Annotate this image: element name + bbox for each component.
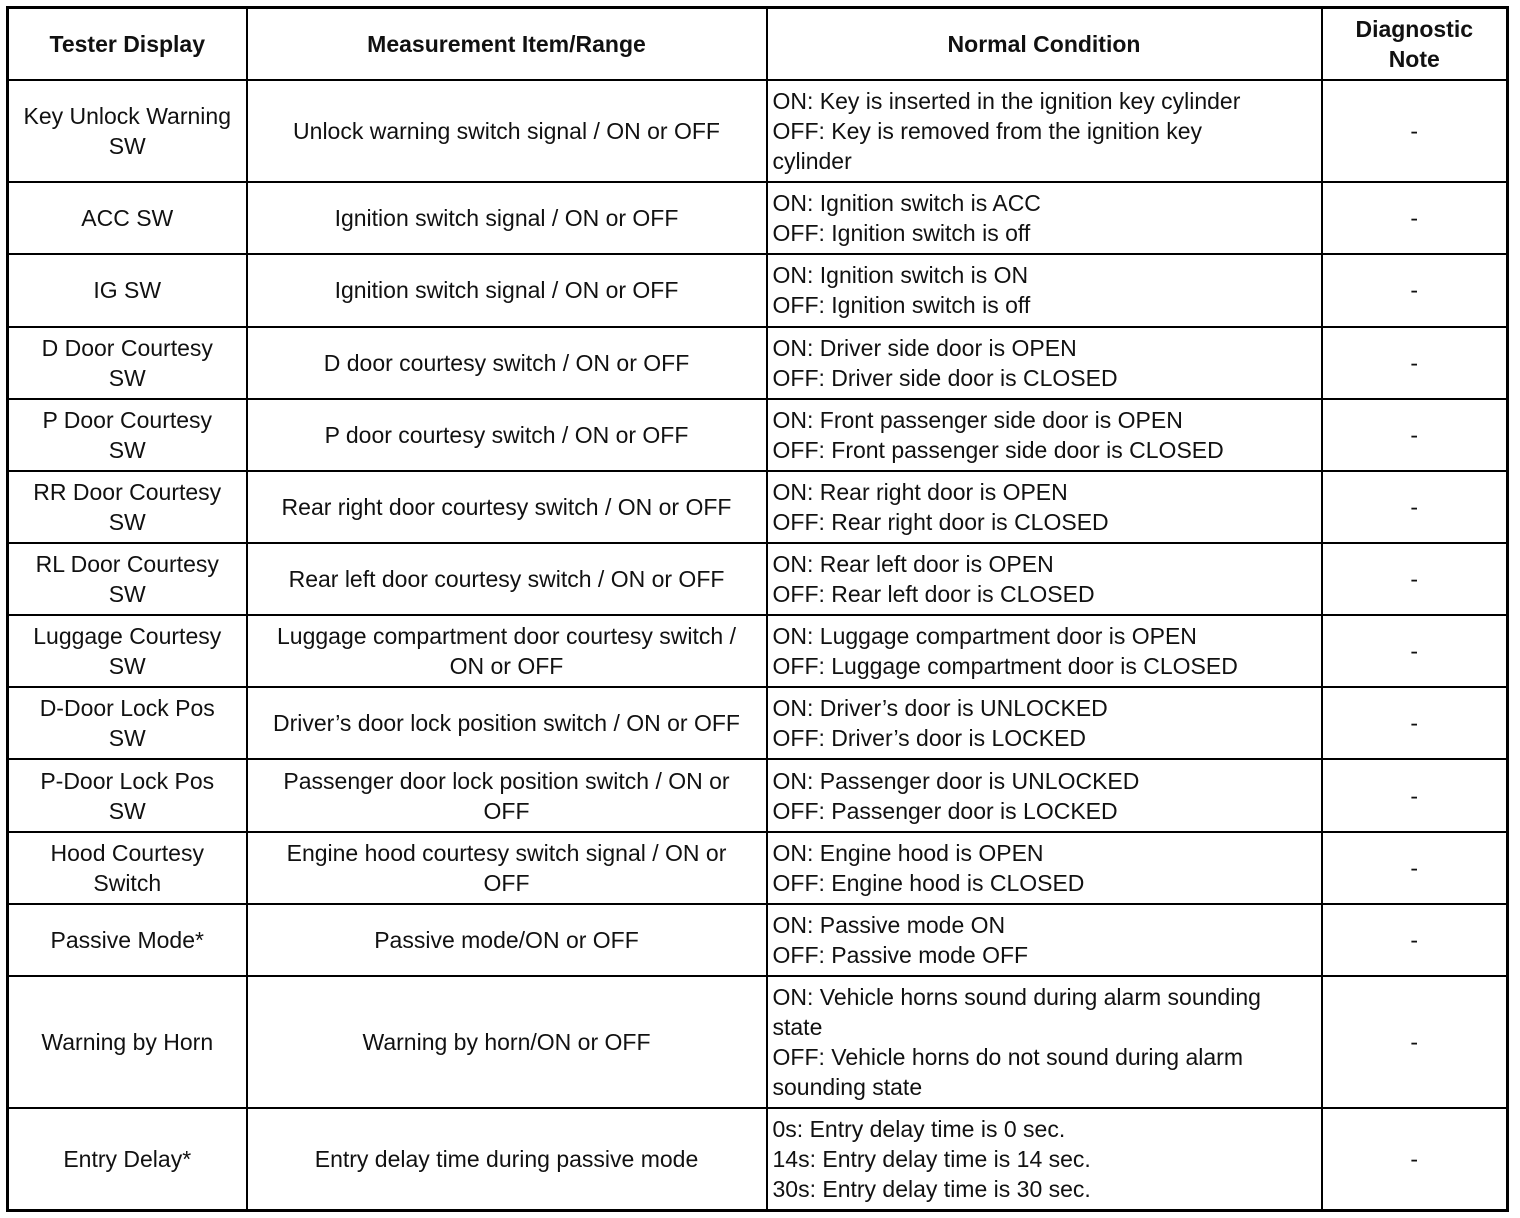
measurement-cell	[247, 254, 767, 326]
normal-condition-cell-line: ON: Ignition switch is ON	[772, 262, 1029, 289]
normal-condition-cell-line: ON: Passive mode ON	[772, 911, 1006, 938]
diagnostic-note-cell: -	[1322, 80, 1508, 182]
tester-display-cell-line: RL Door Courtesy	[35, 551, 219, 578]
tester-display-cell-line: SW	[108, 436, 146, 463]
normal-condition-cell	[767, 254, 1322, 326]
normal-condition-cell-line: OFF: Passive mode OFF	[772, 941, 1029, 968]
tester-display-cell-line: D-Door Lock Pos	[39, 695, 215, 722]
table-row	[8, 904, 1508, 976]
tester-display-cell-line: SW	[108, 364, 146, 391]
measurement-cell-line: Engine hood courtesy switch signal / ON or	[286, 839, 727, 866]
diagnostic-note-cell: -	[1322, 832, 1508, 904]
tester-display-cell	[8, 687, 247, 759]
normal-condition-cell-line: OFF: Engine hood is CLOSED	[772, 869, 1085, 896]
diagnostic-note-cell: -	[1322, 687, 1508, 759]
measurement-cell-line: Luggage compartment door courtesy switch /	[277, 623, 736, 650]
normal-condition-cell-line: ON: Key is inserted in the ignition key cylinder	[772, 88, 1241, 115]
normal-condition-cell-line: OFF: Front passenger side door is CLOSED	[772, 436, 1224, 463]
header-diagnostic-note	[1322, 8, 1508, 81]
measurement-cell	[247, 182, 767, 254]
normal-condition-cell-line: ON: Vehicle horns sound during alarm sounding	[772, 984, 1261, 1011]
normal-condition-cell-line: OFF: Ignition switch is off	[772, 292, 1031, 319]
measurement-cell-line: Passive mode/ON or OFF	[374, 926, 639, 953]
diagnostic-note-cell: -	[1322, 615, 1508, 687]
normal-condition-cell	[767, 327, 1322, 399]
measurement-cell-line: Entry delay time during passive mode	[314, 1146, 699, 1173]
tester-display-cell-line: Hood Courtesy	[50, 839, 204, 866]
diagnostic-note-cell: -	[1322, 543, 1508, 615]
tester-display-cell-line: Passive Mode*	[50, 926, 204, 953]
normal-condition-cell	[767, 687, 1322, 759]
diagnostic-note-cell: -	[1322, 976, 1508, 1108]
table-body	[8, 80, 1508, 1211]
tester-display-cell-line: Switch	[93, 869, 162, 896]
header-measurement-item: Measurement Item/Range	[247, 8, 767, 81]
table-row	[8, 80, 1508, 182]
diagnostic-note-cell: -	[1322, 904, 1508, 976]
normal-condition-cell-line: ON: Engine hood is OPEN	[772, 839, 1044, 866]
measurement-cell	[247, 327, 767, 399]
measurement-cell	[247, 399, 767, 471]
normal-condition-cell	[767, 976, 1322, 1108]
tester-display-cell-line: SW	[108, 581, 146, 608]
tester-display-cell-line: Warning by Horn	[41, 1029, 214, 1056]
normal-condition-cell	[767, 1108, 1322, 1210]
normal-condition-cell	[767, 904, 1322, 976]
header-row	[8, 8, 1508, 81]
normal-condition-cell-line: 30s: Entry delay time is 30 sec.	[772, 1176, 1091, 1203]
tester-display-cell	[8, 759, 247, 831]
normal-condition-cell-line: ON: Driver’s door is UNLOCKED	[772, 695, 1108, 722]
tester-display-cell-line: IG SW	[93, 277, 162, 304]
tester-display-cell	[8, 80, 247, 182]
measurement-cell	[247, 471, 767, 543]
measurement-cell-line: Ignition switch signal / ON or OFF	[334, 205, 679, 232]
normal-condition-cell-line: state	[772, 1014, 823, 1041]
tester-display-cell-line: SW	[108, 725, 146, 752]
normal-condition-cell-line: OFF: Ignition switch is off	[772, 220, 1031, 247]
data-list-table	[6, 6, 1509, 1212]
table-row	[8, 543, 1508, 615]
measurement-cell	[247, 976, 767, 1108]
normal-condition-cell-line: ON: Rear right door is OPEN	[772, 478, 1068, 505]
table-row	[8, 976, 1508, 1108]
tester-display-cell-line: SW	[108, 508, 146, 535]
tester-display-cell-line: RR Door Courtesy	[33, 478, 222, 505]
normal-condition-cell	[767, 543, 1322, 615]
measurement-cell-line: Unlock warning switch signal / ON or OFF	[293, 118, 720, 145]
table-row	[8, 399, 1508, 471]
measurement-cell	[247, 687, 767, 759]
normal-condition-cell	[767, 832, 1322, 904]
tester-display-cell	[8, 543, 247, 615]
normal-condition-cell	[767, 399, 1322, 471]
normal-condition-cell	[767, 80, 1322, 182]
normal-condition-cell-line: 14s: Entry delay time is 14 sec.	[772, 1146, 1091, 1173]
measurement-cell-line: Warning by horn/ON or OFF	[362, 1029, 651, 1056]
tester-display-cell-line: Entry Delay*	[63, 1146, 192, 1173]
diagnostic-note-cell: -	[1322, 1108, 1508, 1210]
diagnostic-note-cell: -	[1322, 182, 1508, 254]
measurement-cell	[247, 543, 767, 615]
diagnostic-note-cell: -	[1322, 327, 1508, 399]
normal-condition-cell-line: 0s: Entry delay time is 0 sec.	[772, 1116, 1066, 1143]
tester-display-cell	[8, 471, 247, 543]
tester-display-cell	[8, 254, 247, 326]
header-diagnostic-note-line: Note	[1388, 46, 1440, 72]
normal-condition-cell-line: ON: Passenger door is UNLOCKED	[772, 767, 1140, 794]
normal-condition-cell-line: OFF: Rear right door is CLOSED	[772, 508, 1109, 535]
measurement-cell-line: Driver’s door lock position switch / ON or OFF	[273, 710, 740, 737]
normal-condition-cell-line: OFF: Luggage compartment door is CLOSED	[772, 653, 1238, 680]
normal-condition-cell-line: ON: Front passenger side door is OPEN	[772, 406, 1183, 433]
table-row	[8, 254, 1508, 326]
normal-condition-cell	[767, 615, 1322, 687]
measurement-cell	[247, 832, 767, 904]
normal-condition-cell-line: OFF: Rear left door is CLOSED	[772, 581, 1095, 608]
table-row	[8, 1108, 1508, 1210]
normal-condition-cell-line: OFF: Driver side door is CLOSED	[772, 364, 1118, 391]
header-diagnostic-note-line: Diagnostic	[1355, 16, 1474, 42]
diagnostic-note-cell: -	[1322, 399, 1508, 471]
measurement-cell-line: Rear left door courtesy switch / ON or OFF	[288, 566, 725, 593]
measurement-cell-line: Ignition switch signal / ON or OFF	[334, 277, 679, 304]
measurement-cell-line: P door courtesy switch / ON or OFF	[324, 421, 689, 448]
normal-condition-cell-line: ON: Driver side door is OPEN	[772, 334, 1077, 361]
table-row	[8, 615, 1508, 687]
measurement-cell	[247, 904, 767, 976]
table-row	[8, 832, 1508, 904]
header-tester-display: Tester Display	[8, 8, 247, 81]
normal-condition-cell-line: OFF: Key is removed from the ignition key	[772, 118, 1202, 145]
measurement-cell-line: OFF	[483, 797, 530, 824]
tester-display-cell	[8, 1108, 247, 1210]
tester-display-cell	[8, 399, 247, 471]
measurement-cell	[247, 759, 767, 831]
data-list-table-container	[6, 6, 1506, 1212]
normal-condition-cell-line: ON: Ignition switch is ACC	[772, 190, 1041, 217]
tester-display-cell-line: ACC SW	[81, 205, 174, 232]
table-row	[8, 327, 1508, 399]
tester-display-cell-line: D Door Courtesy	[41, 334, 213, 361]
measurement-cell-line: Passenger door lock position switch / ON or	[283, 767, 730, 794]
table-row	[8, 182, 1508, 254]
normal-condition-cell-line: cylinder	[772, 148, 852, 175]
normal-condition-cell-line: OFF: Driver’s door is LOCKED	[772, 725, 1087, 752]
measurement-cell-line: D door courtesy switch / ON or OFF	[323, 349, 690, 376]
measurement-cell-line: OFF	[483, 869, 530, 896]
tester-display-cell-line: Luggage Courtesy	[33, 623, 222, 650]
tester-display-cell	[8, 182, 247, 254]
table-row	[8, 471, 1508, 543]
normal-condition-cell-line: OFF: Passenger door is LOCKED	[772, 797, 1118, 824]
tester-display-cell-line: SW	[108, 133, 146, 160]
normal-condition-cell-line: ON: Luggage compartment door is OPEN	[772, 623, 1197, 650]
measurement-cell	[247, 1108, 767, 1210]
header-normal-condition: Normal Condition	[767, 8, 1322, 81]
tester-display-cell	[8, 832, 247, 904]
diagnostic-note-cell: -	[1322, 759, 1508, 831]
tester-display-cell	[8, 615, 247, 687]
tester-display-cell-line: Key Unlock Warning	[23, 103, 231, 130]
table-row	[8, 687, 1508, 759]
normal-condition-cell	[767, 759, 1322, 831]
tester-display-cell-line: SW	[108, 653, 146, 680]
tester-display-cell	[8, 327, 247, 399]
tester-display-cell-line: P-Door Lock Pos	[40, 767, 215, 794]
measurement-cell	[247, 80, 767, 182]
measurement-cell-line: Rear right door courtesy switch / ON or OFF	[281, 493, 732, 520]
tester-display-cell	[8, 904, 247, 976]
normal-condition-cell-line: ON: Rear left door is OPEN	[772, 551, 1054, 578]
diagnostic-note-cell: -	[1322, 254, 1508, 326]
table-row	[8, 759, 1508, 831]
measurement-cell-line: ON or OFF	[449, 653, 564, 680]
normal-condition-cell-line: OFF: Vehicle horns do not sound during alarm	[772, 1044, 1243, 1071]
tester-display-cell-line: SW	[108, 797, 146, 824]
tester-display-cell	[8, 976, 247, 1108]
tester-display-cell-line: P Door Courtesy	[42, 406, 213, 433]
diagnostic-note-cell: -	[1322, 471, 1508, 543]
normal-condition-cell-line: sounding state	[772, 1074, 923, 1101]
normal-condition-cell	[767, 471, 1322, 543]
normal-condition-cell	[767, 182, 1322, 254]
measurement-cell	[247, 615, 767, 687]
